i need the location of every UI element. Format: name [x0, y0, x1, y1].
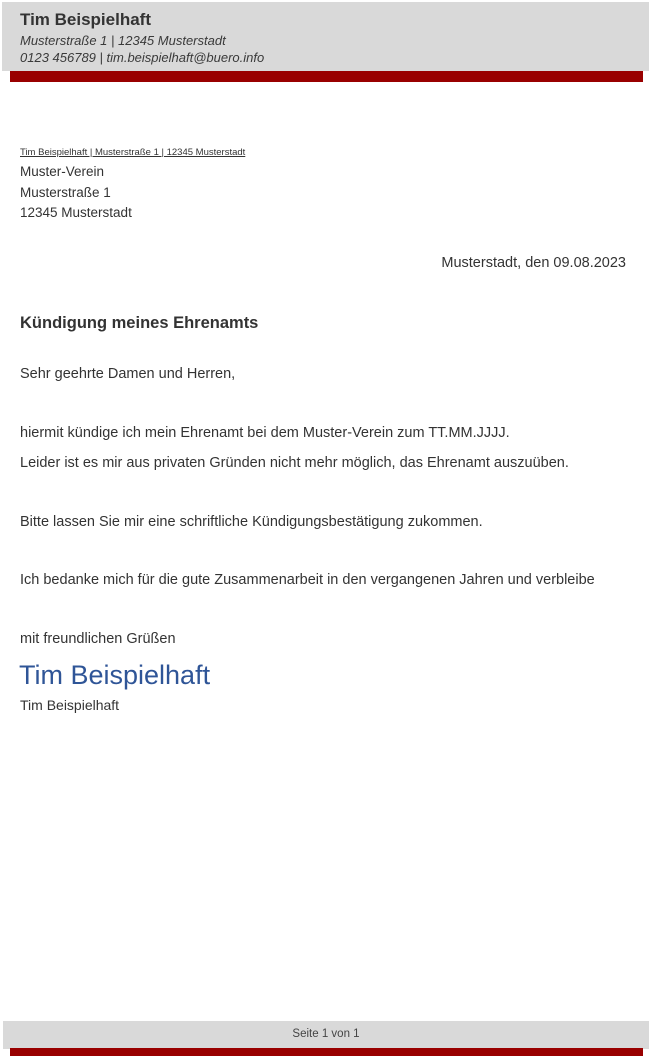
recipient-address	[20, 162, 132, 224]
recipient-street: Musterstraße 1	[20, 184, 111, 200]
salutation: Sehr geehrte Damen und Herren,	[20, 366, 236, 382]
recipient-name: Muster-Verein	[20, 164, 105, 179]
page-footer	[3, 1021, 649, 1049]
letterhead	[2, 2, 649, 71]
closing: mit freundlichen Grüßen	[20, 631, 176, 647]
signer-name: Tim Beispielhaft	[20, 697, 120, 713]
letter-subject: Kündigung meines Ehrenamts	[20, 314, 259, 332]
sender-return-line: Tim Beispielhaft | Musterstraße 1 | 12345 Musterstadt	[20, 147, 246, 158]
letterhead-name: Tim Beispielhaft	[20, 10, 151, 29]
body-line-2: Leider ist es mir aus privaten Gründen nicht mehr möglich, das Ehrenamt auszuüben.	[20, 455, 569, 471]
letterhead-contact: 0123 456789 | tim.beispielhaft@buero.info	[20, 50, 265, 65]
recipient-city: 12345 Musterstadt	[20, 205, 132, 220]
letterhead-accent-bar	[10, 71, 643, 82]
body-line-4: Ich bedanke mich für die gute Zusammenarbeit in den vergangenen Jahren und verbleibe	[20, 572, 595, 588]
body-line-3: Bitte lassen Sie mir eine schriftliche Kündigungsbestätigung zukommen.	[20, 514, 483, 530]
signature: Tim Beispielhaft	[19, 660, 211, 690]
footer-accent-bar	[10, 1048, 643, 1056]
page-number: Seite 1 von 1	[292, 1028, 360, 1040]
body-line-1: hiermit kündige ich mein Ehrenamt bei dem Muster-Verein zum TT.MM.JJJJ.	[20, 425, 510, 441]
letterhead-address: Musterstraße 1 | 12345 Musterstadt	[20, 33, 226, 48]
letter-date: Musterstadt, den 09.08.2023	[441, 255, 626, 271]
